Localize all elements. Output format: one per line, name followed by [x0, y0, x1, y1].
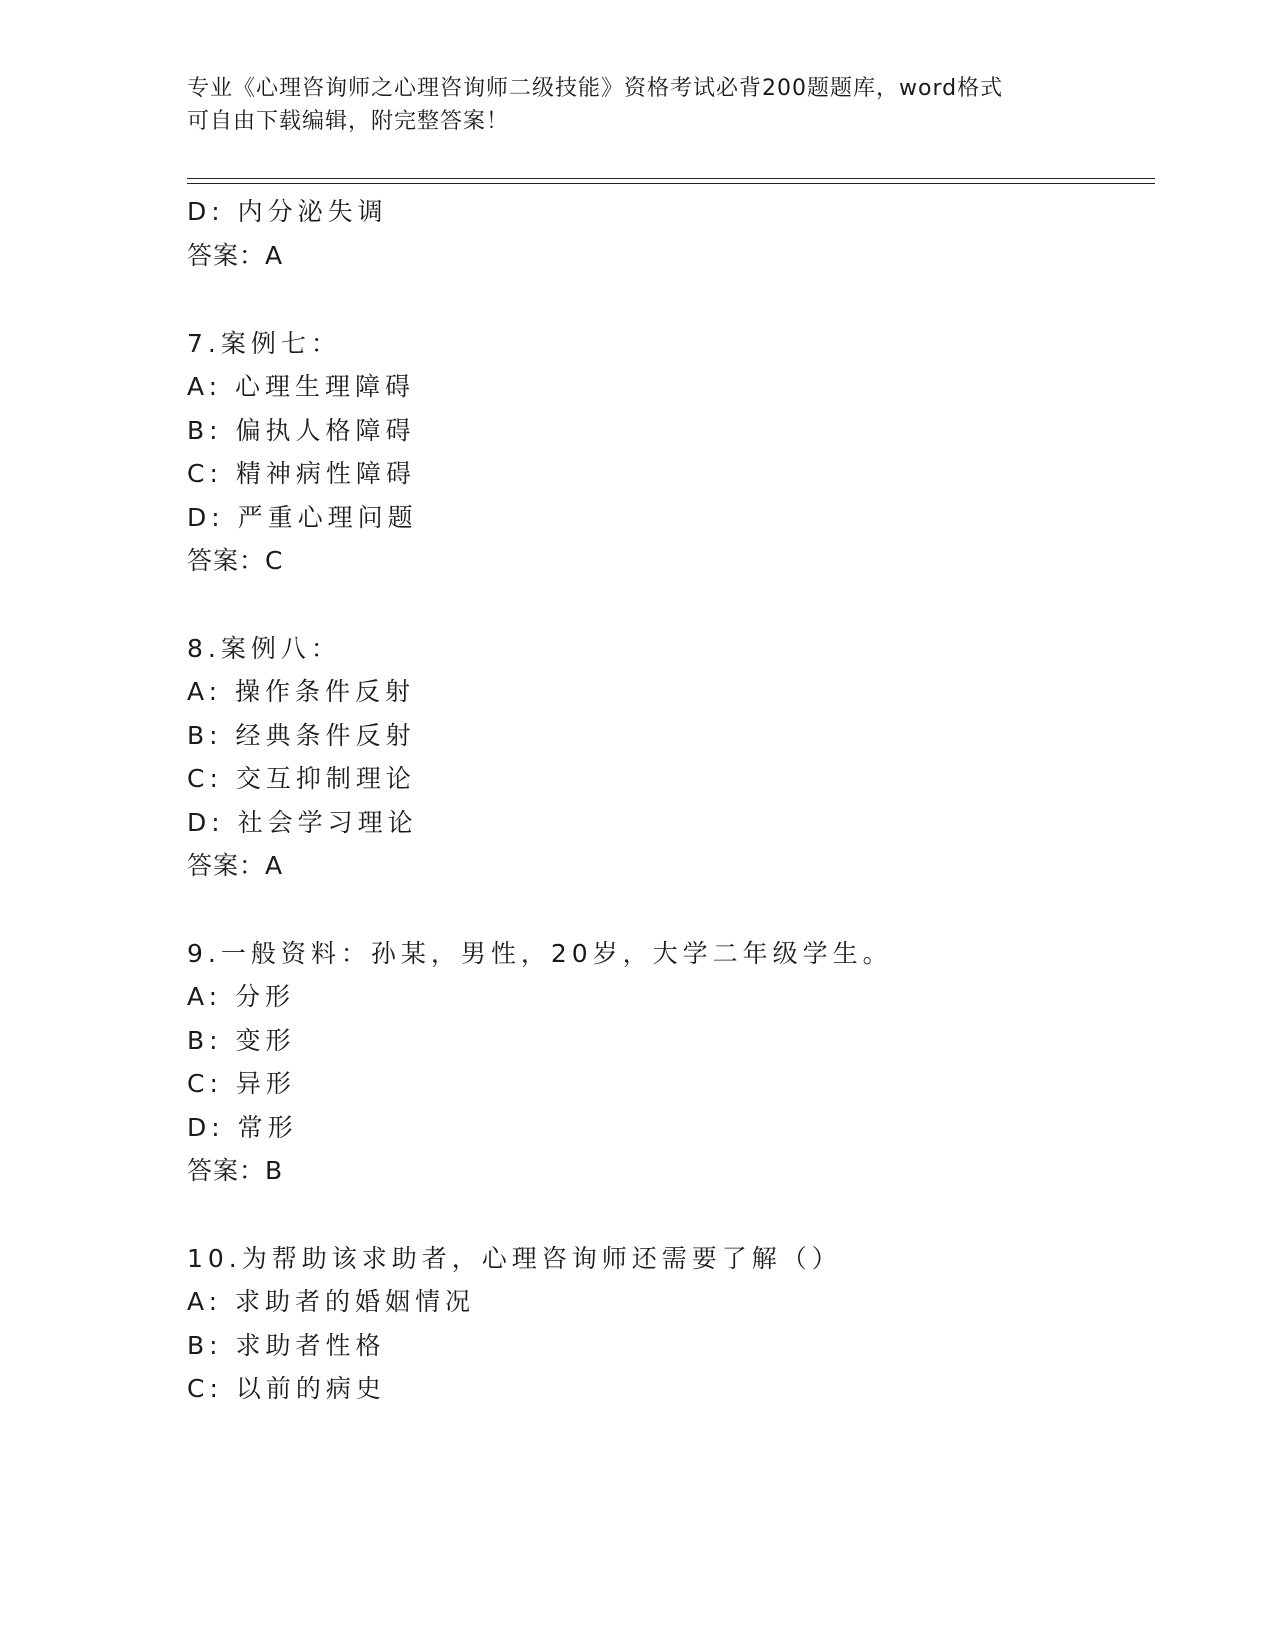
q8-option-c: C: 交互抑制理论 — [187, 764, 416, 793]
q7-option-a: A: 心理生理障碍 — [187, 372, 416, 401]
q10-question: 10.为帮助该求助者，心理咨询师还需要了解（） — [187, 1244, 842, 1273]
header-title-line-1: 专业《心理咨询师之心理咨询师二级技能》资格考试必背200题题库，word格式 — [187, 76, 1004, 101]
q10-option-b: B: 求助者性格 — [187, 1331, 386, 1360]
q8-option-b: B: 经典条件反射 — [187, 721, 416, 750]
q7-answer: 答案：C — [187, 546, 284, 575]
q8-answer: 答案：A — [187, 851, 284, 880]
document-header — [187, 72, 1087, 138]
q8-option-a: A: 操作条件反射 — [187, 677, 416, 706]
header-title-line-2: 可自由下载编辑，附完整答案！ — [187, 109, 510, 134]
q6-option-d: D: 内分泌失调 — [187, 197, 388, 226]
q10-option-c: C: 以前的病史 — [187, 1374, 386, 1403]
q8-question: 8.案例八： — [187, 634, 341, 663]
q7-option-b: B: 偏执人格障碍 — [187, 416, 416, 445]
q9-option-a: A: 分形 — [187, 982, 296, 1011]
q7-option-d: D: 严重心理问题 — [187, 503, 418, 532]
q8-option-d: D: 社会学习理论 — [187, 808, 418, 837]
q7-question: 7.案例七： — [187, 329, 341, 358]
q9-option-b: B: 变形 — [187, 1026, 296, 1055]
header-divider-bottom — [187, 183, 1155, 184]
q6-answer: 答案：A — [187, 241, 284, 270]
q9-answer: 答案：B — [187, 1156, 284, 1185]
q9-question: 9.一般资料：孙某，男性，20岁，大学二年级学生。 — [187, 939, 893, 968]
q10-option-a: A: 求助者的婚姻情况 — [187, 1287, 476, 1316]
header-divider-top — [187, 178, 1155, 179]
q9-option-d: D: 常形 — [187, 1113, 298, 1142]
q9-option-c: C: 异形 — [187, 1069, 296, 1098]
q7-option-c: C: 精神病性障碍 — [187, 459, 416, 488]
